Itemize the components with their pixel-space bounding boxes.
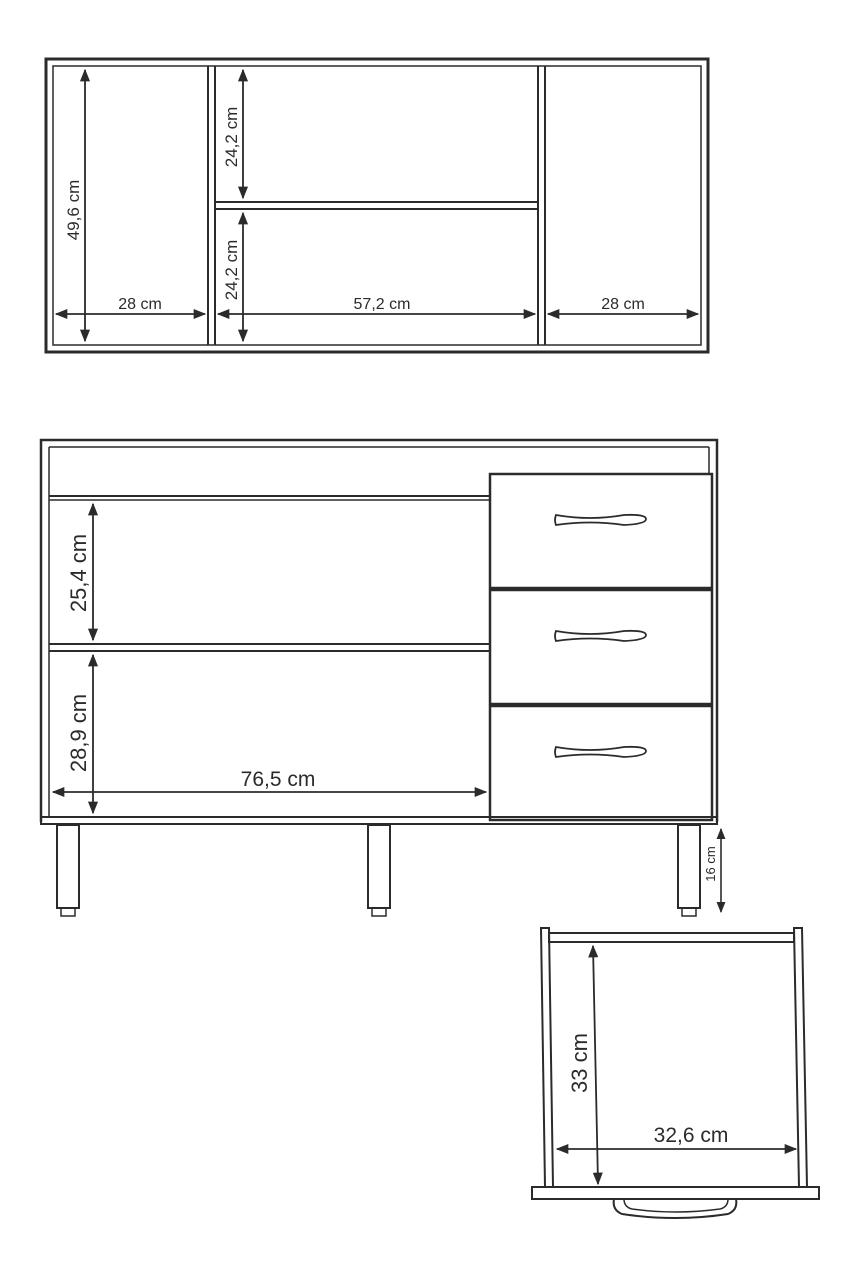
drawer-bottom-handle: [555, 747, 646, 757]
drawer-detail-left-side: [541, 928, 553, 1187]
upper-middle-width-label: 57,2 cm: [353, 296, 411, 313]
leg-height-label: 16 cm: [703, 846, 718, 882]
upper-left-width-label: 28 cm: [118, 296, 162, 313]
drawer-middle: [490, 590, 712, 704]
lower-cabinet: [41, 440, 721, 916]
drawer-detail: [532, 928, 819, 1218]
upper-cabinet: [46, 59, 708, 352]
lower-shelf-height-label: 28,9 cm: [66, 693, 91, 773]
upper-right-width-label: 28 cm: [601, 296, 645, 313]
drawer-detail-front-panel: [532, 1187, 819, 1199]
upper-niche-height-label: 24,2 cm: [222, 106, 241, 168]
lower-niche-height-label: 24,2 cm: [222, 239, 241, 301]
upper-height-label: 49,6 cm: [64, 179, 83, 241]
lower-cabinet-frame: [41, 440, 717, 822]
drawer-detail-back-panel: [549, 933, 794, 942]
leg-right: [678, 825, 700, 908]
drawer-depth-label: 33 cm: [567, 1033, 592, 1093]
leg-middle: [368, 825, 390, 908]
upper-shelf-height-label: 25,4 cm: [66, 533, 91, 613]
shelf-width-label: 76,5 cm: [240, 768, 316, 791]
drawer-top: [490, 474, 712, 588]
cabinet-legs: [57, 825, 700, 916]
drawer-middle-handle: [555, 631, 646, 641]
leg-left: [57, 825, 79, 908]
drawer-bottom: [490, 706, 712, 820]
drawer-stack: [490, 474, 712, 820]
drawer-width-label: 32,6 cm: [653, 1124, 729, 1147]
drawer-top-handle: [555, 515, 646, 525]
